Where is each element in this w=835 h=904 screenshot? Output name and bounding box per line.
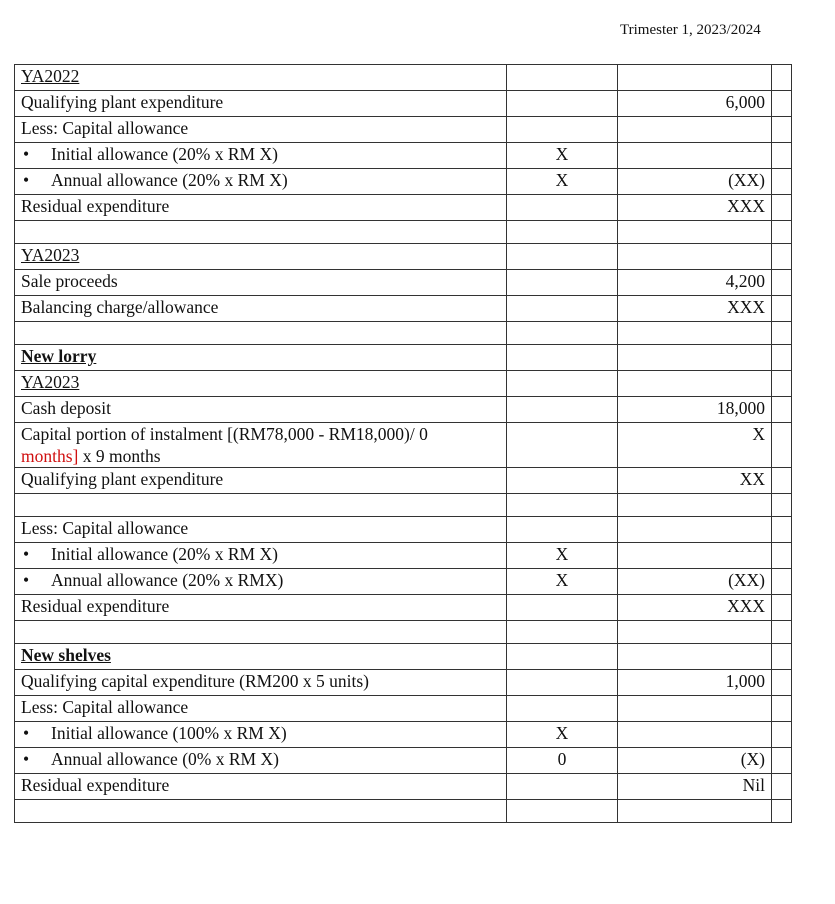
table-row bbox=[15, 195, 792, 221]
margin-cell bbox=[772, 494, 792, 517]
amount-cell bbox=[618, 322, 772, 345]
working-cell bbox=[507, 517, 618, 543]
working-cell bbox=[507, 644, 618, 670]
description-cell bbox=[15, 621, 507, 644]
working-cell: X bbox=[507, 169, 618, 195]
spacer-row bbox=[15, 621, 792, 644]
amount-cell: 1,000 bbox=[618, 670, 772, 696]
description-cell bbox=[15, 644, 507, 670]
margin-cell bbox=[772, 296, 792, 322]
bullet-icon: • bbox=[23, 170, 30, 190]
amount-cell bbox=[618, 800, 772, 823]
description-text: Qualifying plant expenditure bbox=[21, 469, 224, 489]
margin-cell bbox=[772, 270, 792, 296]
margin-cell bbox=[772, 644, 792, 670]
table-row bbox=[15, 644, 792, 670]
margin-cell bbox=[772, 595, 792, 621]
amount-cell: XXX bbox=[618, 195, 772, 221]
spacer-row bbox=[15, 494, 792, 517]
description-cell bbox=[15, 169, 507, 195]
table-row bbox=[15, 397, 792, 423]
description-cell bbox=[15, 595, 507, 621]
table-row bbox=[15, 696, 792, 722]
amount-cell: 4,200 bbox=[618, 270, 772, 296]
description-cell bbox=[15, 774, 507, 800]
bullet-icon: • bbox=[23, 723, 30, 743]
margin-cell bbox=[772, 800, 792, 823]
table-row bbox=[15, 143, 792, 169]
amount-cell: XXX bbox=[618, 296, 772, 322]
working-cell: X bbox=[507, 143, 618, 169]
description-cell bbox=[15, 117, 507, 143]
amount-cell bbox=[618, 371, 772, 397]
table-row bbox=[15, 774, 792, 800]
amount-cell: X bbox=[618, 423, 772, 468]
description-text: Capital portion of instalment [(RM78,000 - RM18,000)/ 0 bbox=[21, 424, 428, 444]
table-row bbox=[15, 423, 792, 468]
description-cell bbox=[15, 143, 507, 169]
capital-allowance-table bbox=[14, 64, 792, 823]
margin-cell bbox=[772, 195, 792, 221]
margin-cell bbox=[772, 774, 792, 800]
trimester-header: Trimester 1, 2023/2024 bbox=[620, 22, 761, 38]
working-cell bbox=[507, 65, 618, 91]
working-cell bbox=[507, 345, 618, 371]
table-row bbox=[15, 748, 792, 774]
working-cell bbox=[507, 195, 618, 221]
amount-cell: (XX) bbox=[618, 569, 772, 595]
description-text: Qualifying capital expenditure (RM200 x 5 units) bbox=[21, 671, 369, 691]
description-cell bbox=[15, 543, 507, 569]
table-row bbox=[15, 270, 792, 296]
description-cell bbox=[15, 423, 507, 468]
margin-cell bbox=[772, 91, 792, 117]
working-cell bbox=[507, 696, 618, 722]
description-text: Balancing charge/allowance bbox=[21, 297, 219, 317]
bullet-icon: • bbox=[23, 544, 30, 564]
table-row bbox=[15, 569, 792, 595]
working-cell: 0 bbox=[507, 748, 618, 774]
working-cell bbox=[507, 117, 618, 143]
amount-cell bbox=[618, 345, 772, 371]
working-cell bbox=[507, 595, 618, 621]
amount-cell bbox=[618, 143, 772, 169]
description-cell bbox=[15, 221, 507, 244]
table-row bbox=[15, 371, 792, 397]
working-cell: X bbox=[507, 722, 618, 748]
working-cell bbox=[507, 800, 618, 823]
description-cell bbox=[15, 800, 507, 823]
table-row bbox=[15, 517, 792, 543]
amount-cell bbox=[618, 696, 772, 722]
description-text: Less: Capital allowance bbox=[21, 697, 189, 717]
working-cell bbox=[507, 494, 618, 517]
spacer-row bbox=[15, 322, 792, 345]
table-row bbox=[15, 169, 792, 195]
description-text: Annual allowance (20% x RMX) bbox=[51, 570, 284, 590]
description-text: New shelves bbox=[21, 645, 111, 665]
margin-cell bbox=[772, 221, 792, 244]
description-text: Residual expenditure bbox=[21, 775, 170, 795]
table-row bbox=[15, 543, 792, 569]
description-text: Initial allowance (20% x RM X) bbox=[51, 144, 278, 164]
table-row bbox=[15, 117, 792, 143]
amount-cell bbox=[618, 621, 772, 644]
description-text: Less: Capital allowance bbox=[21, 118, 189, 138]
amount-cell bbox=[618, 244, 772, 270]
margin-cell bbox=[772, 621, 792, 644]
working-cell bbox=[507, 670, 618, 696]
description-text: YA2023 bbox=[21, 372, 80, 392]
bullet-icon: • bbox=[23, 570, 30, 590]
margin-cell bbox=[772, 117, 792, 143]
table-row bbox=[15, 722, 792, 748]
amount-cell bbox=[618, 543, 772, 569]
working-cell bbox=[507, 270, 618, 296]
amount-cell bbox=[618, 221, 772, 244]
spacer-row bbox=[15, 221, 792, 244]
description-cell bbox=[15, 397, 507, 423]
description-cell bbox=[15, 569, 507, 595]
working-cell bbox=[507, 774, 618, 800]
margin-cell bbox=[772, 468, 792, 494]
margin-cell bbox=[772, 244, 792, 270]
working-cell bbox=[507, 221, 618, 244]
working-cell bbox=[507, 322, 618, 345]
amount-cell: 6,000 bbox=[618, 91, 772, 117]
working-cell: X bbox=[507, 543, 618, 569]
working-cell bbox=[507, 296, 618, 322]
table-row bbox=[15, 468, 792, 494]
description-text: Residual expenditure bbox=[21, 596, 170, 616]
bullet-icon: • bbox=[23, 144, 30, 164]
description-text: Residual expenditure bbox=[21, 196, 170, 216]
amount-cell: XXX bbox=[618, 595, 772, 621]
description-text: Qualifying plant expenditure bbox=[21, 92, 224, 112]
description-cell bbox=[15, 517, 507, 543]
description-cell bbox=[15, 494, 507, 517]
table-row bbox=[15, 65, 792, 91]
description-cell bbox=[15, 91, 507, 117]
margin-cell bbox=[772, 143, 792, 169]
description-cell bbox=[15, 371, 507, 397]
description-cell bbox=[15, 270, 507, 296]
description-text-continued: x 9 months bbox=[78, 446, 161, 466]
description-text: YA2022 bbox=[21, 66, 80, 86]
margin-cell bbox=[772, 517, 792, 543]
amount-cell bbox=[618, 722, 772, 748]
description-text: New lorry bbox=[21, 346, 97, 366]
amount-cell: (XX) bbox=[618, 169, 772, 195]
description-text: Initial allowance (100% x RM X) bbox=[51, 723, 287, 743]
description-cell bbox=[15, 696, 507, 722]
description-cell bbox=[15, 244, 507, 270]
description-text: Initial allowance (20% x RM X) bbox=[51, 544, 278, 564]
description-cell bbox=[15, 722, 507, 748]
margin-cell bbox=[772, 423, 792, 468]
table-row bbox=[15, 91, 792, 117]
working-cell bbox=[507, 423, 618, 468]
description-cell bbox=[15, 65, 507, 91]
amount-cell bbox=[618, 494, 772, 517]
working-cell bbox=[507, 371, 618, 397]
margin-cell bbox=[772, 748, 792, 774]
amount-cell: 18,000 bbox=[618, 397, 772, 423]
description-text: Less: Capital allowance bbox=[21, 518, 189, 538]
description-text: Annual allowance (20% x RM X) bbox=[51, 170, 288, 190]
working-cell bbox=[507, 621, 618, 644]
amount-cell bbox=[618, 644, 772, 670]
amount-cell: Nil bbox=[618, 774, 772, 800]
description-text: YA2023 bbox=[21, 245, 80, 265]
table-row bbox=[15, 296, 792, 322]
amount-cell: (X) bbox=[618, 748, 772, 774]
margin-cell bbox=[772, 397, 792, 423]
amount-cell bbox=[618, 117, 772, 143]
table-row bbox=[15, 244, 792, 270]
bullet-icon: • bbox=[23, 749, 30, 769]
working-cell bbox=[507, 397, 618, 423]
table-row bbox=[15, 670, 792, 696]
description-cell bbox=[15, 195, 507, 221]
description-text: Cash deposit bbox=[21, 398, 111, 418]
description-cell bbox=[15, 345, 507, 371]
margin-cell bbox=[772, 722, 792, 748]
description-text: Sale proceeds bbox=[21, 271, 118, 291]
margin-cell bbox=[772, 543, 792, 569]
table-row bbox=[15, 345, 792, 371]
working-cell bbox=[507, 244, 618, 270]
description-text: Annual allowance (0% x RM X) bbox=[51, 749, 279, 769]
description-cell bbox=[15, 748, 507, 774]
spacer-row bbox=[15, 800, 792, 823]
working-cell: X bbox=[507, 569, 618, 595]
margin-cell bbox=[772, 345, 792, 371]
description-cell bbox=[15, 322, 507, 345]
table-row bbox=[15, 595, 792, 621]
margin-cell bbox=[772, 65, 792, 91]
amount-cell: XX bbox=[618, 468, 772, 494]
working-cell bbox=[507, 91, 618, 117]
margin-cell bbox=[772, 169, 792, 195]
margin-cell bbox=[772, 696, 792, 722]
description-cell bbox=[15, 670, 507, 696]
amount-cell bbox=[618, 517, 772, 543]
description-text-red: months] bbox=[21, 446, 79, 466]
amount-cell bbox=[618, 65, 772, 91]
margin-cell bbox=[772, 670, 792, 696]
working-cell bbox=[507, 468, 618, 494]
margin-cell bbox=[772, 371, 792, 397]
margin-cell bbox=[772, 569, 792, 595]
description-cell bbox=[15, 296, 507, 322]
description-cell bbox=[15, 468, 507, 494]
margin-cell bbox=[772, 322, 792, 345]
